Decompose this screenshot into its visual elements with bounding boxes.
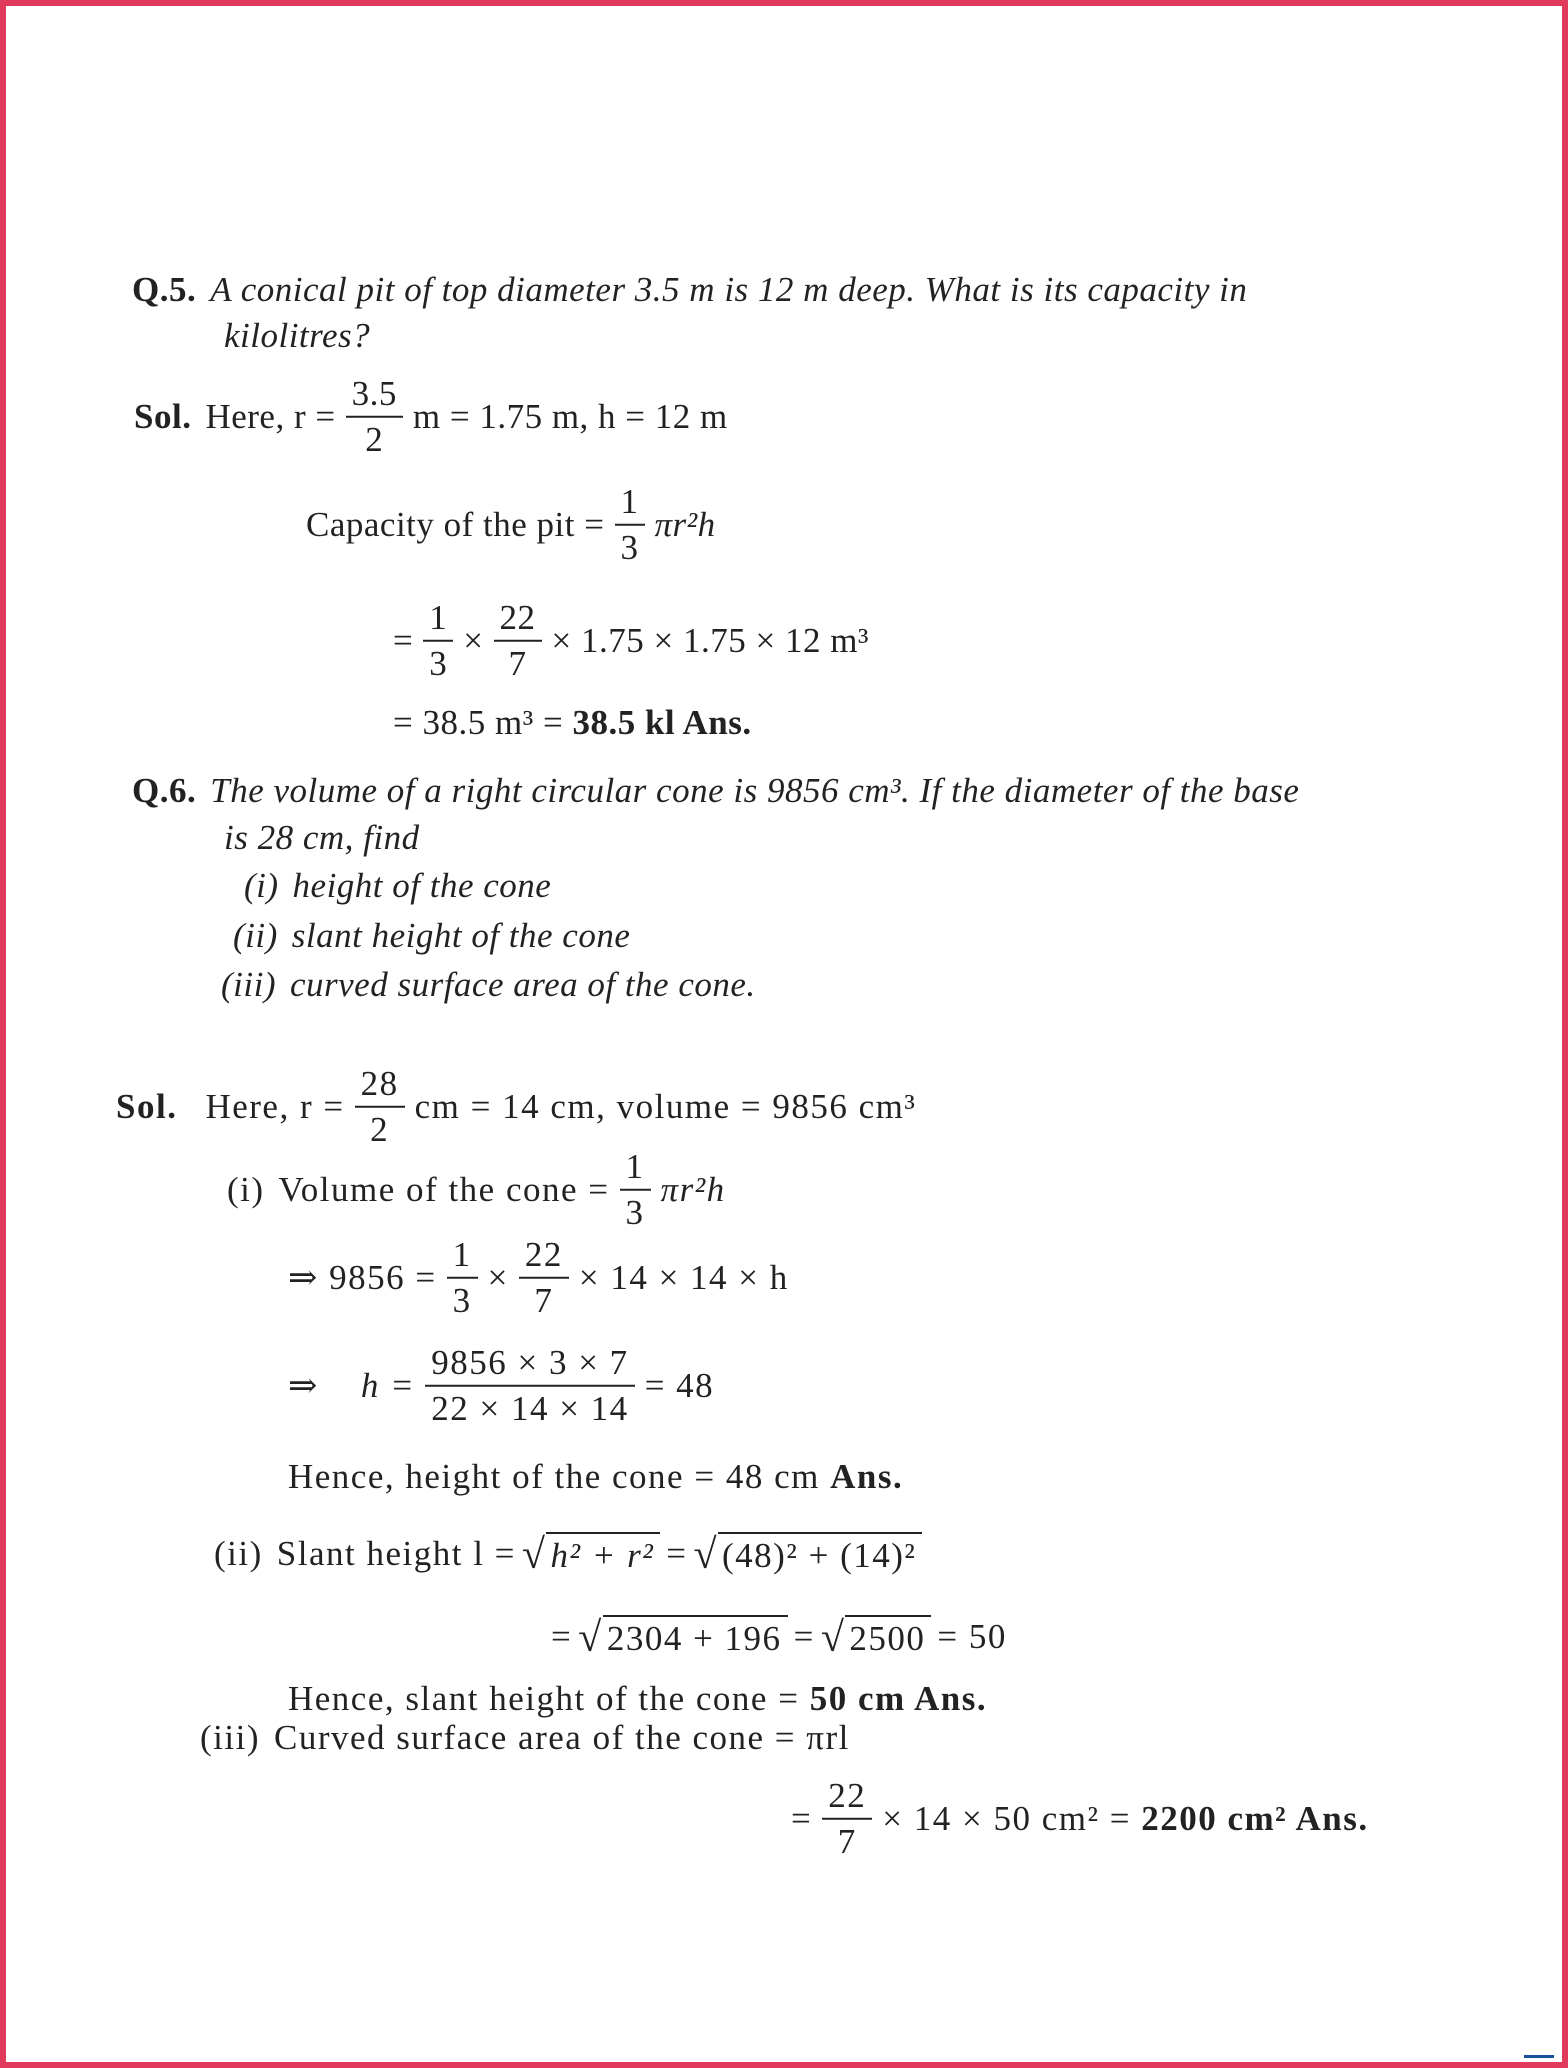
fraction	[519, 1235, 569, 1322]
fraction	[346, 374, 403, 461]
equals: =	[791, 1799, 813, 1838]
q5-label: Q.5.	[132, 270, 197, 309]
capacity-label: Capacity of the pit =	[306, 505, 605, 544]
denominator: 3	[620, 528, 639, 567]
corner-mark	[1524, 2049, 1554, 2058]
denominator: 3	[625, 1193, 645, 1232]
calc-tail: × 1.75 × 1.75 × 12 m³	[551, 621, 869, 660]
part-number: (iii)	[221, 965, 276, 1004]
calc-tail: × 14 × 14 × h	[578, 1258, 789, 1297]
q5-text: A conical pit of top diameter 3.5 m is 12 m deep. What is its capacity in	[210, 270, 1248, 309]
denominator: 3	[452, 1281, 472, 1320]
calc-tail: × 14 × 50 cm² =	[882, 1799, 1131, 1838]
denominator: 2	[365, 420, 384, 459]
hence-text: Hence, height of the cone = 48 cm	[288, 1457, 820, 1496]
s5-calc-line	[393, 598, 869, 685]
square-root: √ 2500	[821, 1615, 932, 1659]
equals: =	[793, 1617, 815, 1656]
fraction	[355, 1064, 405, 1151]
numerator: 1	[447, 1235, 478, 1279]
q6-part	[233, 916, 630, 956]
s6-final-line	[791, 1776, 1369, 1863]
s6-h-line	[288, 1343, 714, 1430]
s6-here-tail: cm = 14 cm, volume = 9856 cm³	[414, 1087, 917, 1126]
formula: πr²h	[654, 505, 716, 544]
result: = 38.5 m³ =	[393, 703, 564, 742]
q6-label: Q.6.	[132, 771, 197, 810]
denominator: 7	[508, 644, 527, 683]
square-root: √ 2304 + 196	[578, 1615, 787, 1659]
q6-text: The volume of a right circular cone is 9856 cm³. If the diameter of the base	[210, 771, 1300, 810]
slant-label: Slant height l =	[276, 1534, 516, 1573]
square-root: √ h² + r²	[522, 1532, 660, 1576]
denominator: 7	[534, 1281, 554, 1320]
numerator: 1	[620, 1147, 651, 1191]
radicand: h² + r²	[546, 1532, 660, 1576]
numerator: 9856 × 3 × 7	[425, 1343, 634, 1387]
denominator: 22 × 14 × 14	[431, 1389, 629, 1428]
part-number: (ii)	[214, 1534, 263, 1573]
fraction	[447, 1235, 478, 1322]
numerator: 22	[519, 1235, 569, 1279]
fraction	[620, 1147, 651, 1234]
part-text: curved surface area of the cone.	[289, 965, 756, 1004]
s5-label: Sol.	[134, 397, 192, 436]
s5-line1	[134, 374, 728, 461]
answer: 50 cm Ans.	[809, 1679, 988, 1718]
hence-text: Hence, slant height of the cone =	[288, 1679, 800, 1718]
denominator: 2	[370, 1110, 390, 1149]
times: ×	[463, 621, 484, 660]
s6-hence1	[288, 1457, 903, 1497]
answer: Ans.	[830, 1457, 904, 1496]
numerator: 3.5	[346, 374, 403, 418]
numerator: 1	[615, 482, 645, 526]
square-root: √ (48)² + (14)²	[693, 1532, 922, 1576]
q6-part	[221, 965, 756, 1005]
s5-here: Here, r =	[205, 397, 336, 436]
s6-ii-line2	[551, 1615, 1007, 1659]
answer: 2200 cm² Ans.	[1141, 1799, 1369, 1838]
radicand: 2500	[845, 1615, 931, 1659]
calc-head: ⇒ 9856 =	[288, 1258, 437, 1297]
s6-iii-line	[200, 1718, 850, 1758]
csa-label: Curved surface area of the cone = πrl	[273, 1718, 850, 1757]
s5-here-tail: m = 1.75 m, h = 12 m	[412, 397, 728, 436]
result: = 48	[644, 1366, 715, 1405]
s6-here: Here, r =	[205, 1087, 345, 1126]
part-number: (iii)	[200, 1718, 260, 1757]
s6-hence2	[288, 1679, 987, 1719]
s6-ii-line	[214, 1532, 928, 1576]
numerator: 22	[494, 598, 542, 642]
times: ×	[487, 1258, 509, 1297]
part-number: (i)	[227, 1170, 265, 1209]
q5-line1	[132, 270, 1247, 310]
denominator: 3	[429, 644, 448, 683]
s6-line1	[116, 1064, 916, 1151]
implies: ⇒	[288, 1366, 319, 1405]
numerator: 22	[822, 1776, 872, 1820]
numerator: 1	[423, 598, 453, 642]
fraction	[425, 1343, 634, 1430]
radicand: 2304 + 196	[603, 1615, 788, 1659]
part-number: (i)	[244, 866, 279, 905]
volume-label: Volume of the cone =	[278, 1170, 610, 1209]
answer: 38.5 kl Ans.	[572, 703, 752, 742]
q5-line2: kilolitres?	[224, 316, 371, 355]
radicand: (48)² + (14)²	[718, 1532, 922, 1576]
equals: =	[666, 1534, 688, 1573]
s6-i-line	[227, 1147, 726, 1234]
s6-label: Sol.	[116, 1087, 178, 1126]
fraction	[822, 1776, 872, 1863]
denominator: 7	[837, 1822, 857, 1861]
q6-line2: is 28 cm, find	[224, 818, 420, 857]
s5-capacity-line	[306, 482, 716, 569]
formula: πr²h	[660, 1170, 726, 1209]
result: = 50	[937, 1617, 1007, 1656]
h-equals: h =	[360, 1366, 416, 1405]
part-number: (ii)	[233, 916, 278, 955]
fraction	[615, 482, 645, 569]
s5-answer-line	[393, 703, 752, 743]
s6-calc-line	[288, 1235, 789, 1322]
equals: =	[393, 621, 414, 660]
q6-part	[244, 866, 551, 906]
fraction	[423, 598, 453, 685]
part-text: height of the cone	[292, 866, 552, 905]
equals: =	[551, 1617, 573, 1656]
numerator: 28	[355, 1064, 405, 1108]
q6-line1	[132, 771, 1299, 811]
fraction	[494, 598, 542, 685]
part-text: slant height of the cone	[291, 916, 631, 955]
